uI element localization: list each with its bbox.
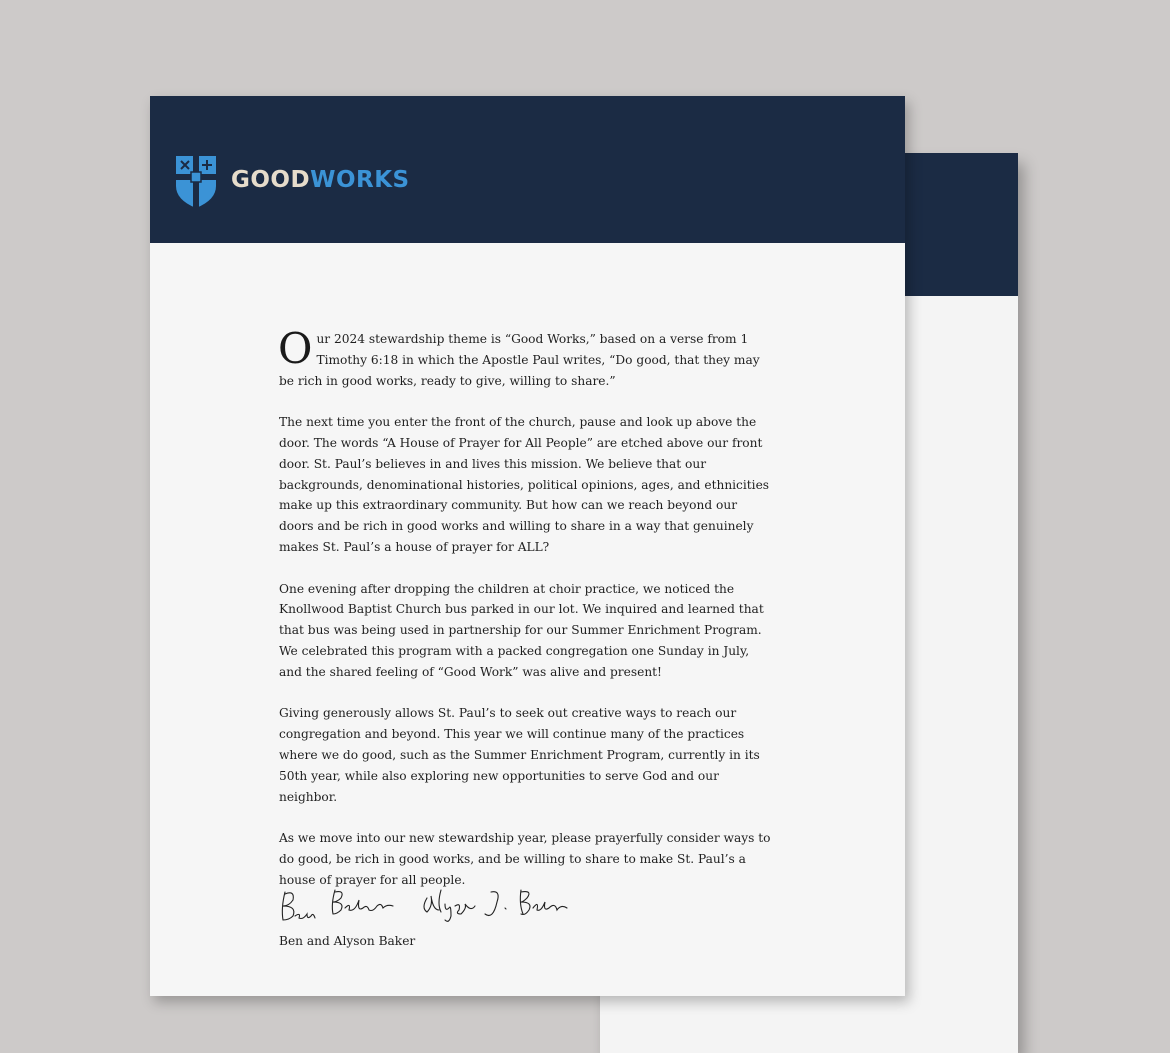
handwritten-signatures	[279, 886, 579, 926]
brand-wordmark	[231, 166, 410, 194]
signer-name: Ben and Alyson Baker	[279, 934, 416, 948]
paragraph-1-text: ur 2024 stewardship theme is “Good Works,” based on a verse from 1 Timothy 6:18 in which the Apostle Paul writes, “Do good, that they may be rich in good works, ready to give, willing to share.”	[279, 332, 760, 388]
paragraph-4: Giving generously allows St. Paul’s to seek out creative ways to reach our congregation and beyond. This year we will continue many of the practices where we do good, such as the Summer Enrichment Program, currently in its 50th year, while also exploring new opportunities to serve God and our neighbor.	[279, 706, 760, 804]
paragraph-1	[278, 324, 775, 391]
shield-cross-logo-icon	[176, 156, 216, 208]
paragraph-5: As we move into our new stewardship year, please prayerfully consider ways to do good, be rich in good works, and be willing to share to make St. Paul’s a house of prayer for all people.	[279, 831, 771, 887]
letter-body	[278, 324, 775, 911]
drop-cap: O	[278, 324, 313, 373]
brand-word-works: WORKS	[310, 167, 410, 193]
paragraph-2: The next time you enter the front of the church, pause and look up above the door. The words “A House of Prayer for All People” are etched above our front door. St. Paul’s believes in and lives this mission. We believe that our backgrounds, denominational histories, political opinions, ages, and ethnicities make up this extraordinary community. But how can we reach beyond our doors and be rich in good works and willing to share in a way that genuinely makes St. Paul’s a house of prayer for ALL?	[279, 415, 770, 554]
letter-page	[150, 96, 905, 996]
paragraph-3: One evening after dropping the children at choir practice, we noticed the Knollwood Baptist Church bus parked in our lot. We inquired and learned that that bus was being used in partnership for our Summer Enrichment Program. We celebrated this program with a packed congregation one Sunday in July, and the shared feeling of “Good Work” was alive and present!	[279, 581, 764, 679]
letterhead	[150, 96, 905, 243]
brand-word-good: GOOD	[231, 167, 311, 193]
